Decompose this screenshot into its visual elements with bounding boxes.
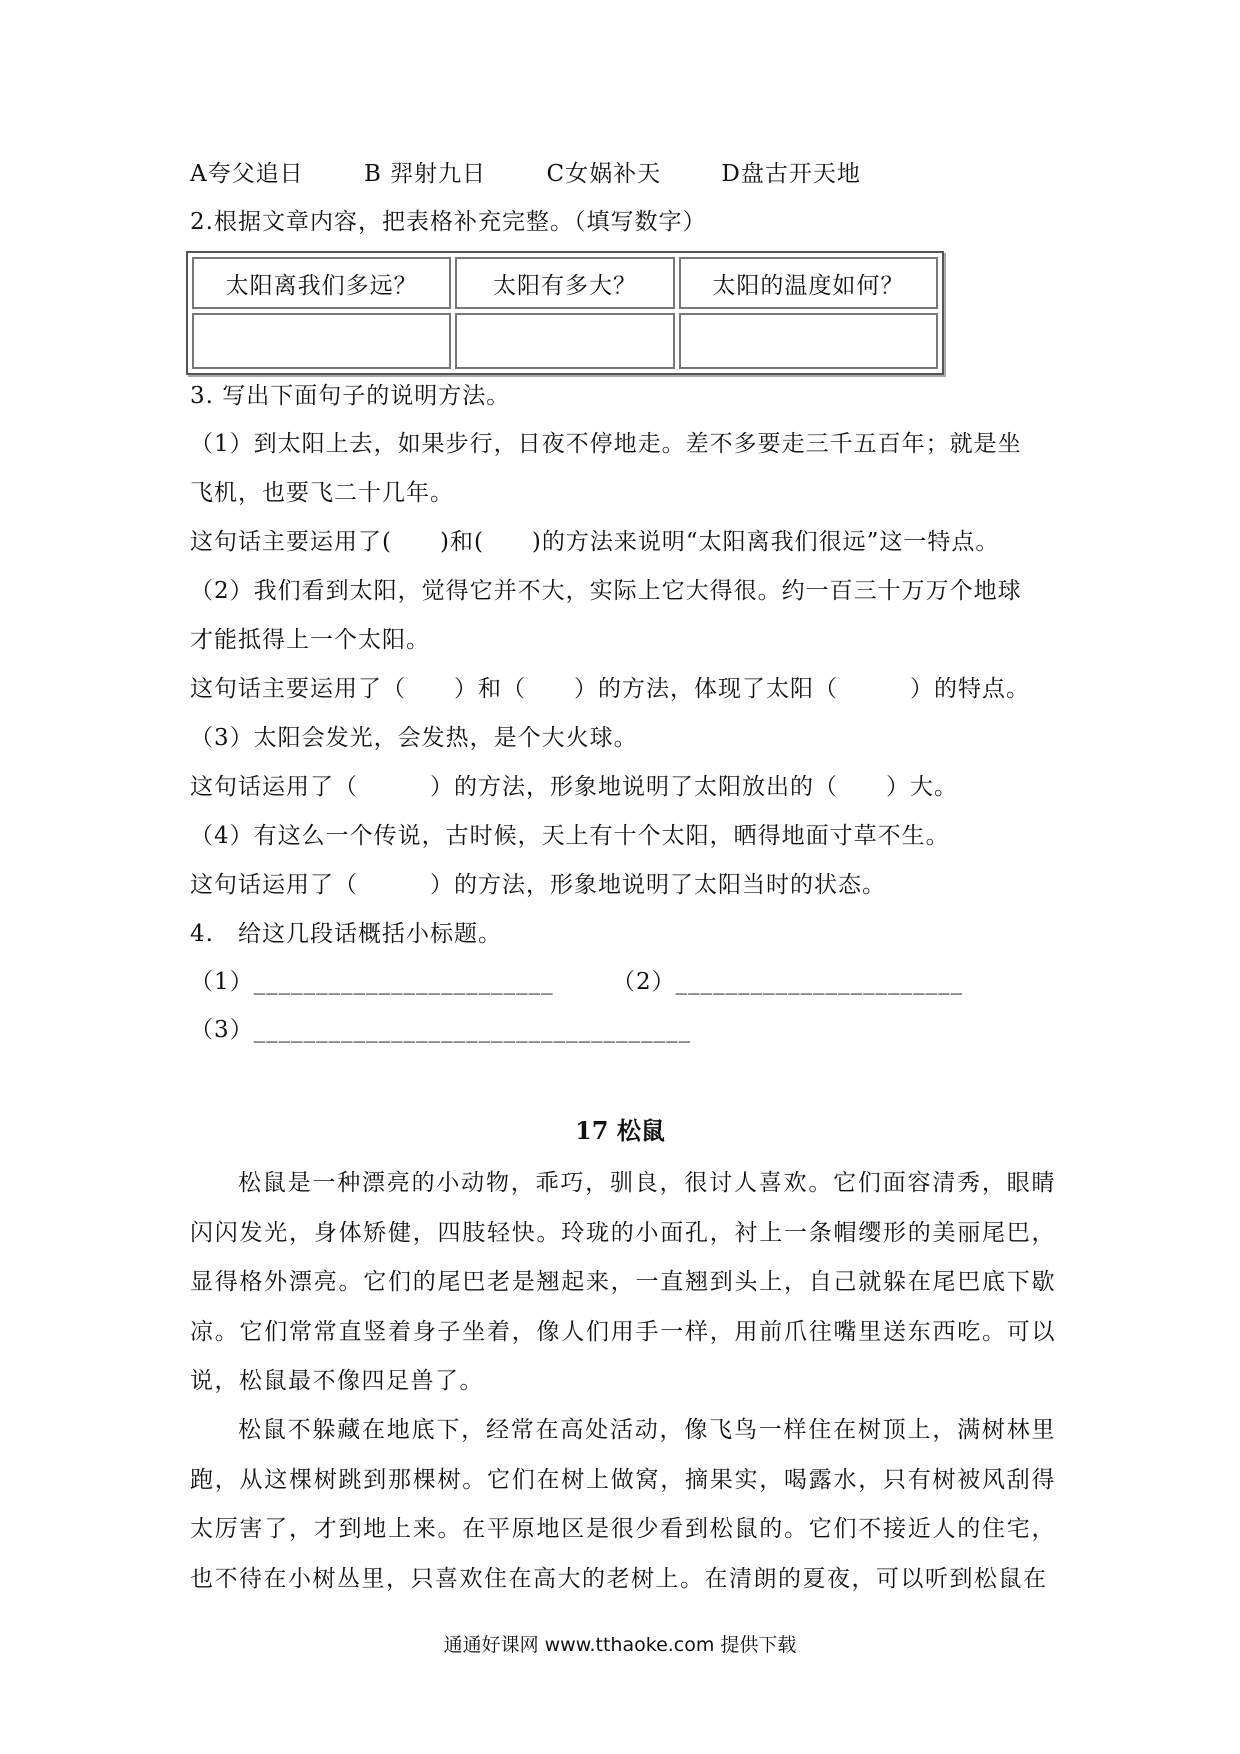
q3-line: （3）太阳会发光，会发热，是个大火球。 xyxy=(190,725,638,751)
table-header-cell: 太阳离我们多远？ xyxy=(192,257,451,309)
table-header-row xyxy=(192,257,938,309)
q3-line: 这句话主要运用了（ ）和（ ）的方法，体现了太阳（ ）的特点。 xyxy=(190,676,1030,702)
q3-line: （1）到太阳上去，如果步行，日夜不停地走。差不多要走三千五百年；就是坐 xyxy=(190,431,1022,457)
q4-blank-3[interactable]: （3）___________________________________ xyxy=(190,1017,692,1043)
q3-line: 这句话运用了（ ）的方法，形象地说明了太阳放出的（ ）大。 xyxy=(190,774,958,800)
page-footer: 通通好课网 www.tthaoke.com 提供下载 xyxy=(443,1634,797,1656)
q3-line: 才能抵得上一个太阳。 xyxy=(190,627,430,653)
q1-option-d: D盘古开天地 xyxy=(721,161,861,187)
q4-blank-2[interactable]: （2）_______________________ xyxy=(612,969,964,995)
q1-option-c: C女娲补天 xyxy=(546,161,662,187)
table-answer-cell[interactable] xyxy=(679,313,938,369)
q4-prompt: 4. 给这几段话概括小标题。 xyxy=(190,921,502,947)
table-header-cell: 太阳的温度如何？ xyxy=(679,257,938,309)
q1-option-b: B 羿射九日 xyxy=(363,161,487,187)
article-paragraph: 松鼠是一种漂亮的小动物，乖巧，驯良，很讨人喜欢。它们面容清秀，眼睛闪闪发光，身体矫健，四肢轻快。玲珑的小面孔，衬上一条帽缨形的美丽尾巴，显得格外漂亮。它们的尾巴老是翘起来，一直翘到头上，自己就躲在尾巴底下歇凉。它们常常直竖着身子坐着，像人们用手一样，用前爪往嘴里送东西吃。可以说，松鼠最不像四足兽了。 xyxy=(190,1170,1056,1394)
q3-line: 飞机，也要飞二十几年。 xyxy=(190,480,454,506)
q1-option-a: A夸父追日 xyxy=(190,161,304,187)
sun-facts-table xyxy=(186,251,944,375)
q3-line: 这句话运用了（ ）的方法，形象地说明了太阳当时的状态。 xyxy=(190,872,886,898)
table-header-cell: 太阳有多大？ xyxy=(455,257,675,309)
table-answer-cell[interactable] xyxy=(455,313,675,369)
table-answer-row xyxy=(192,313,938,369)
article-title: 17 松鼠 xyxy=(575,1116,665,1145)
article-paragraph: 松鼠不躲藏在地底下，经常在高处活动，像飞鸟一样住在树顶上，满树林里跑，从这棵树跳到那棵树。它们在树上做窝，摘果实，喝露水，只有树被风刮得太厉害了，才到地上来。在平原地区是很少看到松鼠的。它们不接近人的住宅，也不待在小树丛里，只喜欢住在高大的老树上。在清朗的夏夜，可以听到松鼠在 xyxy=(190,1417,1056,1592)
q3-prompt: 3. 写出下面句子的说明方法。 xyxy=(190,383,511,409)
table-answer-cell[interactable] xyxy=(192,313,451,369)
q3-line: （2）我们看到太阳，觉得它并不大，实际上它大得很。约一百三十万万个地球 xyxy=(190,578,1022,604)
q3-line: （4）有这么一个传说，古时候，天上有十个太阳，晒得地面寸草不生。 xyxy=(190,823,950,849)
q3-line: 这句话主要运用了( )和( )的方法来说明“太阳离我们很远”这一特点。 xyxy=(190,529,1000,555)
q4-blank-1[interactable]: （1）________________________ xyxy=(190,969,554,995)
q2-prompt: 2.根据文章内容，把表格补充完整。（填写数字） xyxy=(190,209,707,235)
q1-options xyxy=(190,158,913,190)
